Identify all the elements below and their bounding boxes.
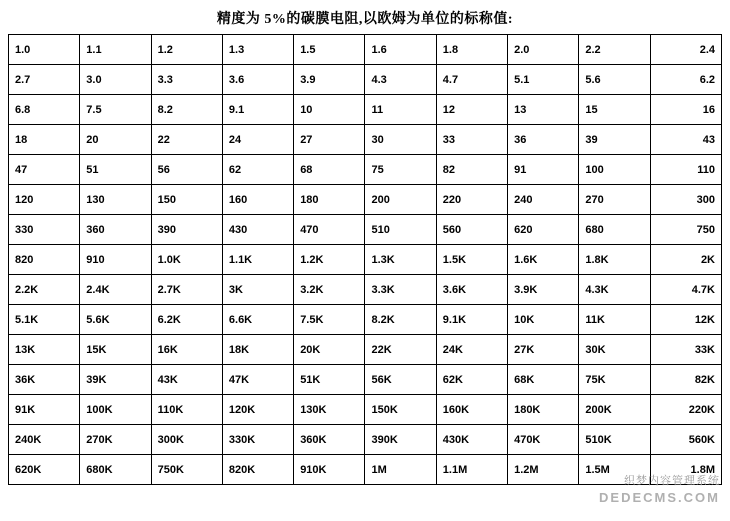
table-cell: 39K	[80, 365, 151, 395]
table-cell: 11	[365, 95, 436, 125]
table-cell: 120K	[222, 395, 293, 425]
table-cell: 110	[650, 155, 721, 185]
table-cell: 8.2K	[365, 305, 436, 335]
table-cell: 3.6	[222, 65, 293, 95]
table-cell: 24	[222, 125, 293, 155]
table-cell: 2.2	[579, 35, 650, 65]
table-cell: 43K	[151, 365, 222, 395]
table-cell: 4.3	[365, 65, 436, 95]
table-cell: 130	[80, 185, 151, 215]
table-cell: 6.2K	[151, 305, 222, 335]
table-cell: 56K	[365, 365, 436, 395]
table-cell: 39	[579, 125, 650, 155]
table-cell: 1.0K	[151, 245, 222, 275]
table-cell: 160	[222, 185, 293, 215]
table-cell: 3.6K	[436, 275, 507, 305]
table-cell: 330	[9, 215, 80, 245]
table-row	[9, 335, 722, 365]
table-cell: 1.5	[294, 35, 365, 65]
table-cell: 30K	[579, 335, 650, 365]
table-cell: 2.7K	[151, 275, 222, 305]
table-row	[9, 305, 722, 335]
table-cell: 620K	[9, 455, 80, 485]
table-cell: 6.6K	[222, 305, 293, 335]
table-row	[9, 365, 722, 395]
table-cell: 150K	[365, 395, 436, 425]
table-cell: 62	[222, 155, 293, 185]
table-cell: 2.2K	[9, 275, 80, 305]
table-cell: 4.3K	[579, 275, 650, 305]
table-cell: 11K	[579, 305, 650, 335]
table-cell: 100K	[80, 395, 151, 425]
table-cell: 2.7	[9, 65, 80, 95]
table-cell: 820K	[222, 455, 293, 485]
table-cell: 51K	[294, 365, 365, 395]
table-cell: 22	[151, 125, 222, 155]
table-cell: 1.5M	[579, 455, 650, 485]
table-cell: 68	[294, 155, 365, 185]
table-cell: 13K	[9, 335, 80, 365]
table-cell: 240K	[9, 425, 80, 455]
table-cell: 91	[508, 155, 579, 185]
table-cell: 43	[650, 125, 721, 155]
table-row	[9, 425, 722, 455]
table-cell: 6.8	[9, 95, 80, 125]
table-cell: 910	[80, 245, 151, 275]
table-cell: 1.8	[436, 35, 507, 65]
table-cell: 20	[80, 125, 151, 155]
table-cell: 5.6K	[80, 305, 151, 335]
table-cell: 27K	[508, 335, 579, 365]
table-cell: 1.3K	[365, 245, 436, 275]
table-cell: 390K	[365, 425, 436, 455]
table-cell: 10	[294, 95, 365, 125]
table-cell: 6.2	[650, 65, 721, 95]
table-cell: 9.1K	[436, 305, 507, 335]
table-cell: 220K	[650, 395, 721, 425]
table-row	[9, 395, 722, 425]
page-title: 精度为 5%的碳膜电阻,以欧姆为单位的标称值:	[216, 12, 514, 27]
table-cell: 47K	[222, 365, 293, 395]
table-cell: 620	[508, 215, 579, 245]
table-cell: 36	[508, 125, 579, 155]
table-cell: 8.2	[151, 95, 222, 125]
table-cell: 1.2	[151, 35, 222, 65]
table-cell: 12	[436, 95, 507, 125]
table-cell: 270	[579, 185, 650, 215]
table-cell: 18K	[222, 335, 293, 365]
table-cell: 470K	[508, 425, 579, 455]
table-cell: 330K	[222, 425, 293, 455]
table-row	[9, 455, 722, 485]
table-cell: 7.5	[80, 95, 151, 125]
table-cell: 560	[436, 215, 507, 245]
table-row	[9, 125, 722, 155]
table-cell: 2.0	[508, 35, 579, 65]
table-cell: 18	[9, 125, 80, 155]
table-cell: 1.5K	[436, 245, 507, 275]
table-row	[9, 275, 722, 305]
table-cell: 820	[9, 245, 80, 275]
resistor-values-table-wrapper	[0, 34, 730, 485]
watermark-cn-text: 织梦内容管理系统	[624, 475, 720, 487]
table-cell: 1M	[365, 455, 436, 485]
table-cell: 20K	[294, 335, 365, 365]
table-row	[9, 215, 722, 245]
table-cell: 680	[579, 215, 650, 245]
table-cell: 270K	[80, 425, 151, 455]
table-cell: 3.0	[80, 65, 151, 95]
table-cell: 360K	[294, 425, 365, 455]
table-cell: 27	[294, 125, 365, 155]
table-cell: 75K	[579, 365, 650, 395]
table-cell: 510	[365, 215, 436, 245]
table-cell: 430	[222, 215, 293, 245]
table-cell: 1.0	[9, 35, 80, 65]
table-cell: 220	[436, 185, 507, 215]
table-cell: 15	[579, 95, 650, 125]
resistor-values-table	[8, 34, 722, 485]
table-row	[9, 185, 722, 215]
table-cell: 1.2M	[508, 455, 579, 485]
table-cell: 3.3K	[365, 275, 436, 305]
table-cell: 2.4	[650, 35, 721, 65]
table-cell: 3.9K	[508, 275, 579, 305]
table-cell: 1.1M	[436, 455, 507, 485]
table-cell: 300	[650, 185, 721, 215]
table-cell: 1.2K	[294, 245, 365, 275]
table-cell: 3.9	[294, 65, 365, 95]
table-cell: 3.3	[151, 65, 222, 95]
table-cell: 3K	[222, 275, 293, 305]
table-cell: 3.2K	[294, 275, 365, 305]
table-cell: 7.5K	[294, 305, 365, 335]
table-cell: 33K	[650, 335, 721, 365]
table-cell: 1.1	[80, 35, 151, 65]
table-cell: 180K	[508, 395, 579, 425]
table-cell: 560K	[650, 425, 721, 455]
table-row	[9, 65, 722, 95]
table-cell: 4.7	[436, 65, 507, 95]
watermark-en-text: DEDECMS.COM	[599, 490, 720, 505]
table-cell: 5.1	[508, 65, 579, 95]
table-cell: 240	[508, 185, 579, 215]
table-cell: 160K	[436, 395, 507, 425]
table-row	[9, 245, 722, 275]
table-cell: 2K	[650, 245, 721, 275]
table-cell: 130K	[294, 395, 365, 425]
table-cell: 2.4K	[80, 275, 151, 305]
table-cell: 75	[365, 155, 436, 185]
table-cell: 15K	[80, 335, 151, 365]
table-cell: 62K	[436, 365, 507, 395]
table-cell: 390	[151, 215, 222, 245]
table-body	[9, 35, 722, 485]
table-cell: 24K	[436, 335, 507, 365]
table-row	[9, 95, 722, 125]
table-cell: 56	[151, 155, 222, 185]
table-cell: 150	[151, 185, 222, 215]
table-cell: 30	[365, 125, 436, 155]
table-cell: 82	[436, 155, 507, 185]
table-row	[9, 35, 722, 65]
table-cell: 750K	[151, 455, 222, 485]
table-cell: 1.3	[222, 35, 293, 65]
table-cell: 68K	[508, 365, 579, 395]
table-cell: 300K	[151, 425, 222, 455]
table-cell: 33	[436, 125, 507, 155]
table-cell: 5.1K	[9, 305, 80, 335]
table-cell: 180	[294, 185, 365, 215]
table-cell: 47	[9, 155, 80, 185]
table-cell: 360	[80, 215, 151, 245]
table-cell: 1.8K	[579, 245, 650, 275]
table-cell: 510K	[579, 425, 650, 455]
table-cell: 200K	[579, 395, 650, 425]
table-cell: 12K	[650, 305, 721, 335]
table-cell: 430K	[436, 425, 507, 455]
table-cell: 9.1	[222, 95, 293, 125]
table-cell: 1.6K	[508, 245, 579, 275]
table-cell: 82K	[650, 365, 721, 395]
table-cell: 5.6	[579, 65, 650, 95]
table-cell: 36K	[9, 365, 80, 395]
table-cell: 1.6	[365, 35, 436, 65]
table-cell: 110K	[151, 395, 222, 425]
table-cell: 51	[80, 155, 151, 185]
table-cell: 16	[650, 95, 721, 125]
table-row	[9, 155, 722, 185]
table-cell: 200	[365, 185, 436, 215]
table-cell: 22K	[365, 335, 436, 365]
table-cell: 13	[508, 95, 579, 125]
table-cell: 1.1K	[222, 245, 293, 275]
table-cell: 120	[9, 185, 80, 215]
table-cell: 16K	[151, 335, 222, 365]
table-cell: 91K	[9, 395, 80, 425]
table-cell: 750	[650, 215, 721, 245]
table-cell: 1.8M	[650, 455, 721, 485]
table-cell: 470	[294, 215, 365, 245]
table-cell: 680K	[80, 455, 151, 485]
table-cell: 910K	[294, 455, 365, 485]
table-cell: 10K	[508, 305, 579, 335]
table-cell: 4.7K	[650, 275, 721, 305]
table-cell: 100	[579, 155, 650, 185]
